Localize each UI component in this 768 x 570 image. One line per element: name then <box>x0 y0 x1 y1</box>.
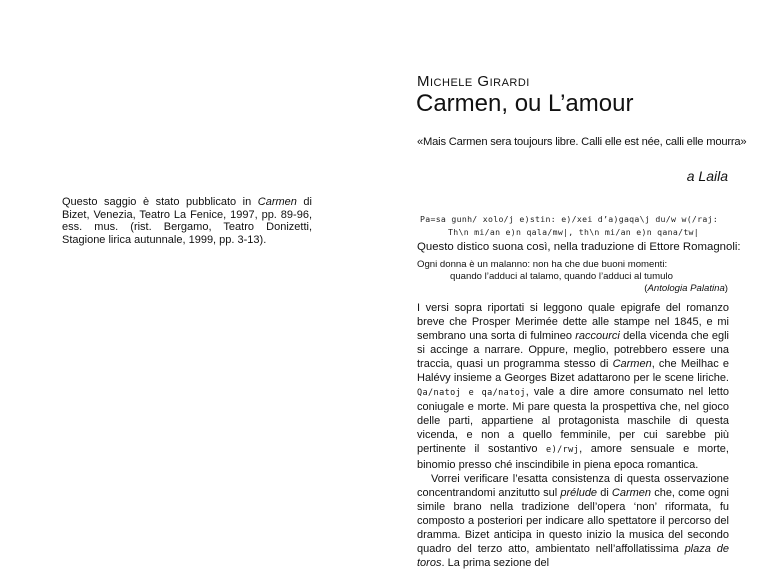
author-name: Michele Girardi <box>417 73 530 90</box>
greek-inline: Qa/natoj e qa/natoj <box>417 388 526 399</box>
body-text: Vorrei verificare l’esatta consistenza di questa osservazione concentrandomi anzitutto sul <box>417 472 729 499</box>
greek-epigraph-line-1: Pa=sa gunh/ xolo/j e)stin: e)/xei d’a)gaqa\j du/w w(/raj: <box>420 214 719 224</box>
article-body <box>417 301 729 570</box>
distich-intro: Questo distico suona così, nella traduzione di Ettore Romagnoli: <box>417 241 741 253</box>
publication-note-title: Carmen <box>257 196 297 208</box>
publication-note <box>62 196 312 246</box>
body-text: , amore sensuale e morte, binomio presso ché inscindibile in piena epoca romantica. <box>417 443 729 471</box>
publication-note-text: Questo saggio è stato pubblicato in <box>62 196 258 208</box>
body-text: , che Meilhac e Halévy insieme a Georges Bizet adattarono per le scene liriche. <box>417 358 730 385</box>
greek-epigraph-line-2: Th\n mi/an e)n qala/mw|, th\n mi/an e)n qana/tw| <box>448 227 700 237</box>
body-emphasis: Carmen <box>612 358 652 371</box>
body-text: che, come ogni simile brano nella tradizione dell’opera ‘non’ riformata, fu composto a posteriori per indicare allo spettatore il percorso del dramma. Bizet anticipa in questo inizio la musica del secondo quadro del terzo atto, ambientato nell’affollatissima <box>417 486 729 555</box>
body-text: , vale a dire amore consumato nel letto coniugale e morte. Mi pare questa la prospettiva che, nel gioco delle parti, appartiene al protagonista maschile di questa vicenda, e non a quello femminile, per cui sarebbe più pertinente il sostantivo <box>417 386 729 456</box>
article-title: Carmen, ou L’amour <box>416 90 634 117</box>
body-emphasis: raccourci <box>575 330 620 343</box>
translation-source <box>644 283 728 294</box>
paren-close: ) <box>724 283 728 294</box>
body-text: di <box>597 486 612 499</box>
body-text: . La prima sezione del <box>441 556 550 569</box>
translation-line-1: Ogni donna è un malanno: non ha che due buoni momenti: <box>417 259 668 270</box>
body-emphasis: prélude <box>560 486 598 499</box>
body-paragraph <box>417 301 729 472</box>
paren-open: ( <box>644 283 648 294</box>
publication-note-text: di Bizet, Venezia, Teatro La Fenice, 1997, pp. 89-96, ess. mus. (rist. Bergamo, Teatro Donizetti, Stagione lirica autunnale, 1999, pp. 3-13). <box>62 196 312 246</box>
body-text: della vicenda che egli si accinge a narrare. Oppure, meglio, potrebbero essere una traccia, quasi un programma stesso di <box>417 330 729 371</box>
epigraph-quote: «Mais Carmen sera toujours libre. Calli elle est née, calli elle mourra» <box>417 136 747 148</box>
body-emphasis: Carmen <box>611 486 652 499</box>
translation-line-2: quando l’adduci al talamo, quando l’adduci al tumulo <box>450 271 673 282</box>
body-paragraph <box>417 472 729 570</box>
body-emphasis: plaza de toros <box>417 542 729 569</box>
body-text: I versi sopra riportati si leggono quale epigrafe del romanzo breve che Prosper Merimée dette alle stampe nel 1845, e mi sembrano una sorta di fulmineo <box>417 302 729 343</box>
dedication: a Laila <box>686 168 728 184</box>
source-title: Antologia Palatina <box>647 283 725 294</box>
greek-inline: e)/rwj <box>546 445 580 456</box>
